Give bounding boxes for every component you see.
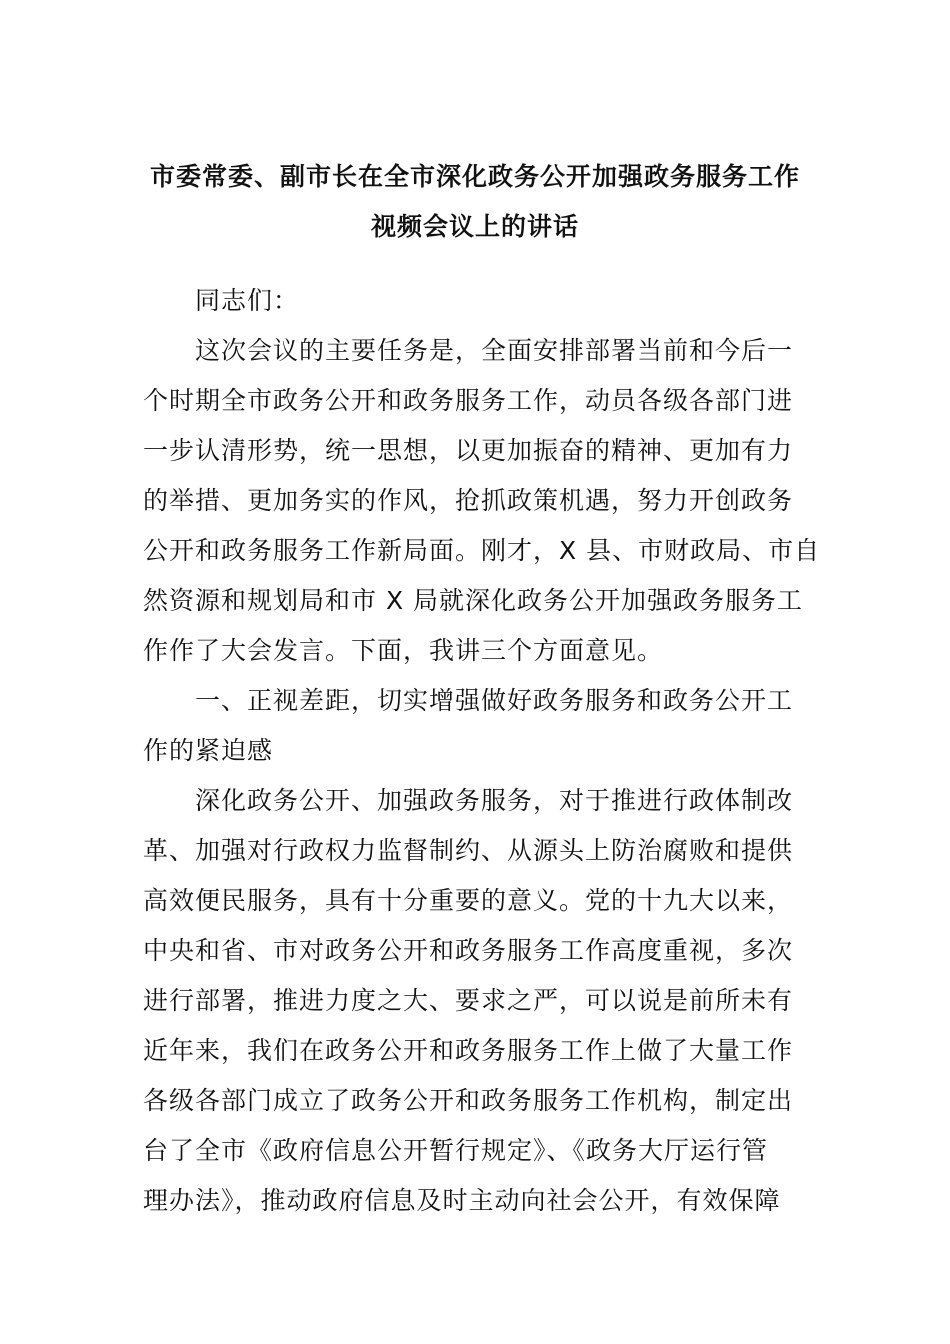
body-line: 作作了大会发言。下面，我讲三个方面意见。 bbox=[143, 636, 664, 665]
body-line: 革、加强对行政权力监督制约、从源头上防治腐败和提供 bbox=[143, 836, 794, 865]
title-line-2: 视频会议上的讲话 bbox=[370, 212, 579, 241]
body-line: 这次会议的主要任务是，全面安排部署当前和今后一 bbox=[195, 336, 794, 365]
body-line: 高效便民服务，具有十分重要的意义。党的十九大以来， bbox=[143, 886, 794, 915]
document-title bbox=[0, 152, 950, 252]
salutation: 同志们： bbox=[195, 286, 300, 315]
section-heading: 一、正视差距，切实增强做好政务服务和政务公开工 bbox=[195, 686, 794, 715]
body-line: 台了全市《政府信息公开暂行规定》、《政务大厅运行管 bbox=[143, 1136, 769, 1165]
body-line: 然资源和规划局和市 X 局就深化政务公开加强政务服务工 bbox=[143, 586, 804, 615]
body-line: 深化政务公开、加强政务服务，对于推进行政体制改 bbox=[195, 786, 794, 815]
body-line: 近年来，我们在政务公开和政务服务工作上做了大量工作 bbox=[143, 1036, 794, 1065]
body-line: 进行部署，推进力度之大、要求之严，可以说是前所未有 bbox=[143, 986, 794, 1015]
body-line: 中央和省、市对政务公开和政务服务工作高度重视，多次 bbox=[143, 936, 794, 965]
section-heading-continued: 作的紧迫感 bbox=[143, 736, 274, 765]
body-line: 各级各部门成立了政务公开和政务服务工作机构，制定出 bbox=[143, 1086, 794, 1115]
title-line-1: 市委常委、副市长在全市深化政务公开加强政务服务工作 bbox=[149, 162, 800, 191]
body-line: 公开和政务服务工作新局面。刚才，X 县、市财政局、市自 bbox=[143, 536, 821, 565]
body-line: 一步认清形势，统一思想，以更加振奋的精神、更加有力 bbox=[143, 436, 794, 465]
body-line: 理办法》，推动政府信息及时主动向社会公开，有效保障 bbox=[143, 1186, 781, 1215]
body-line: 个时期全市政务公开和政务服务工作，动员各级各部门进 bbox=[143, 386, 794, 415]
body-line: 的举措、更加务实的作风，抢抓政策机遇，努力开创政务 bbox=[143, 486, 794, 515]
document-body bbox=[143, 276, 821, 1226]
